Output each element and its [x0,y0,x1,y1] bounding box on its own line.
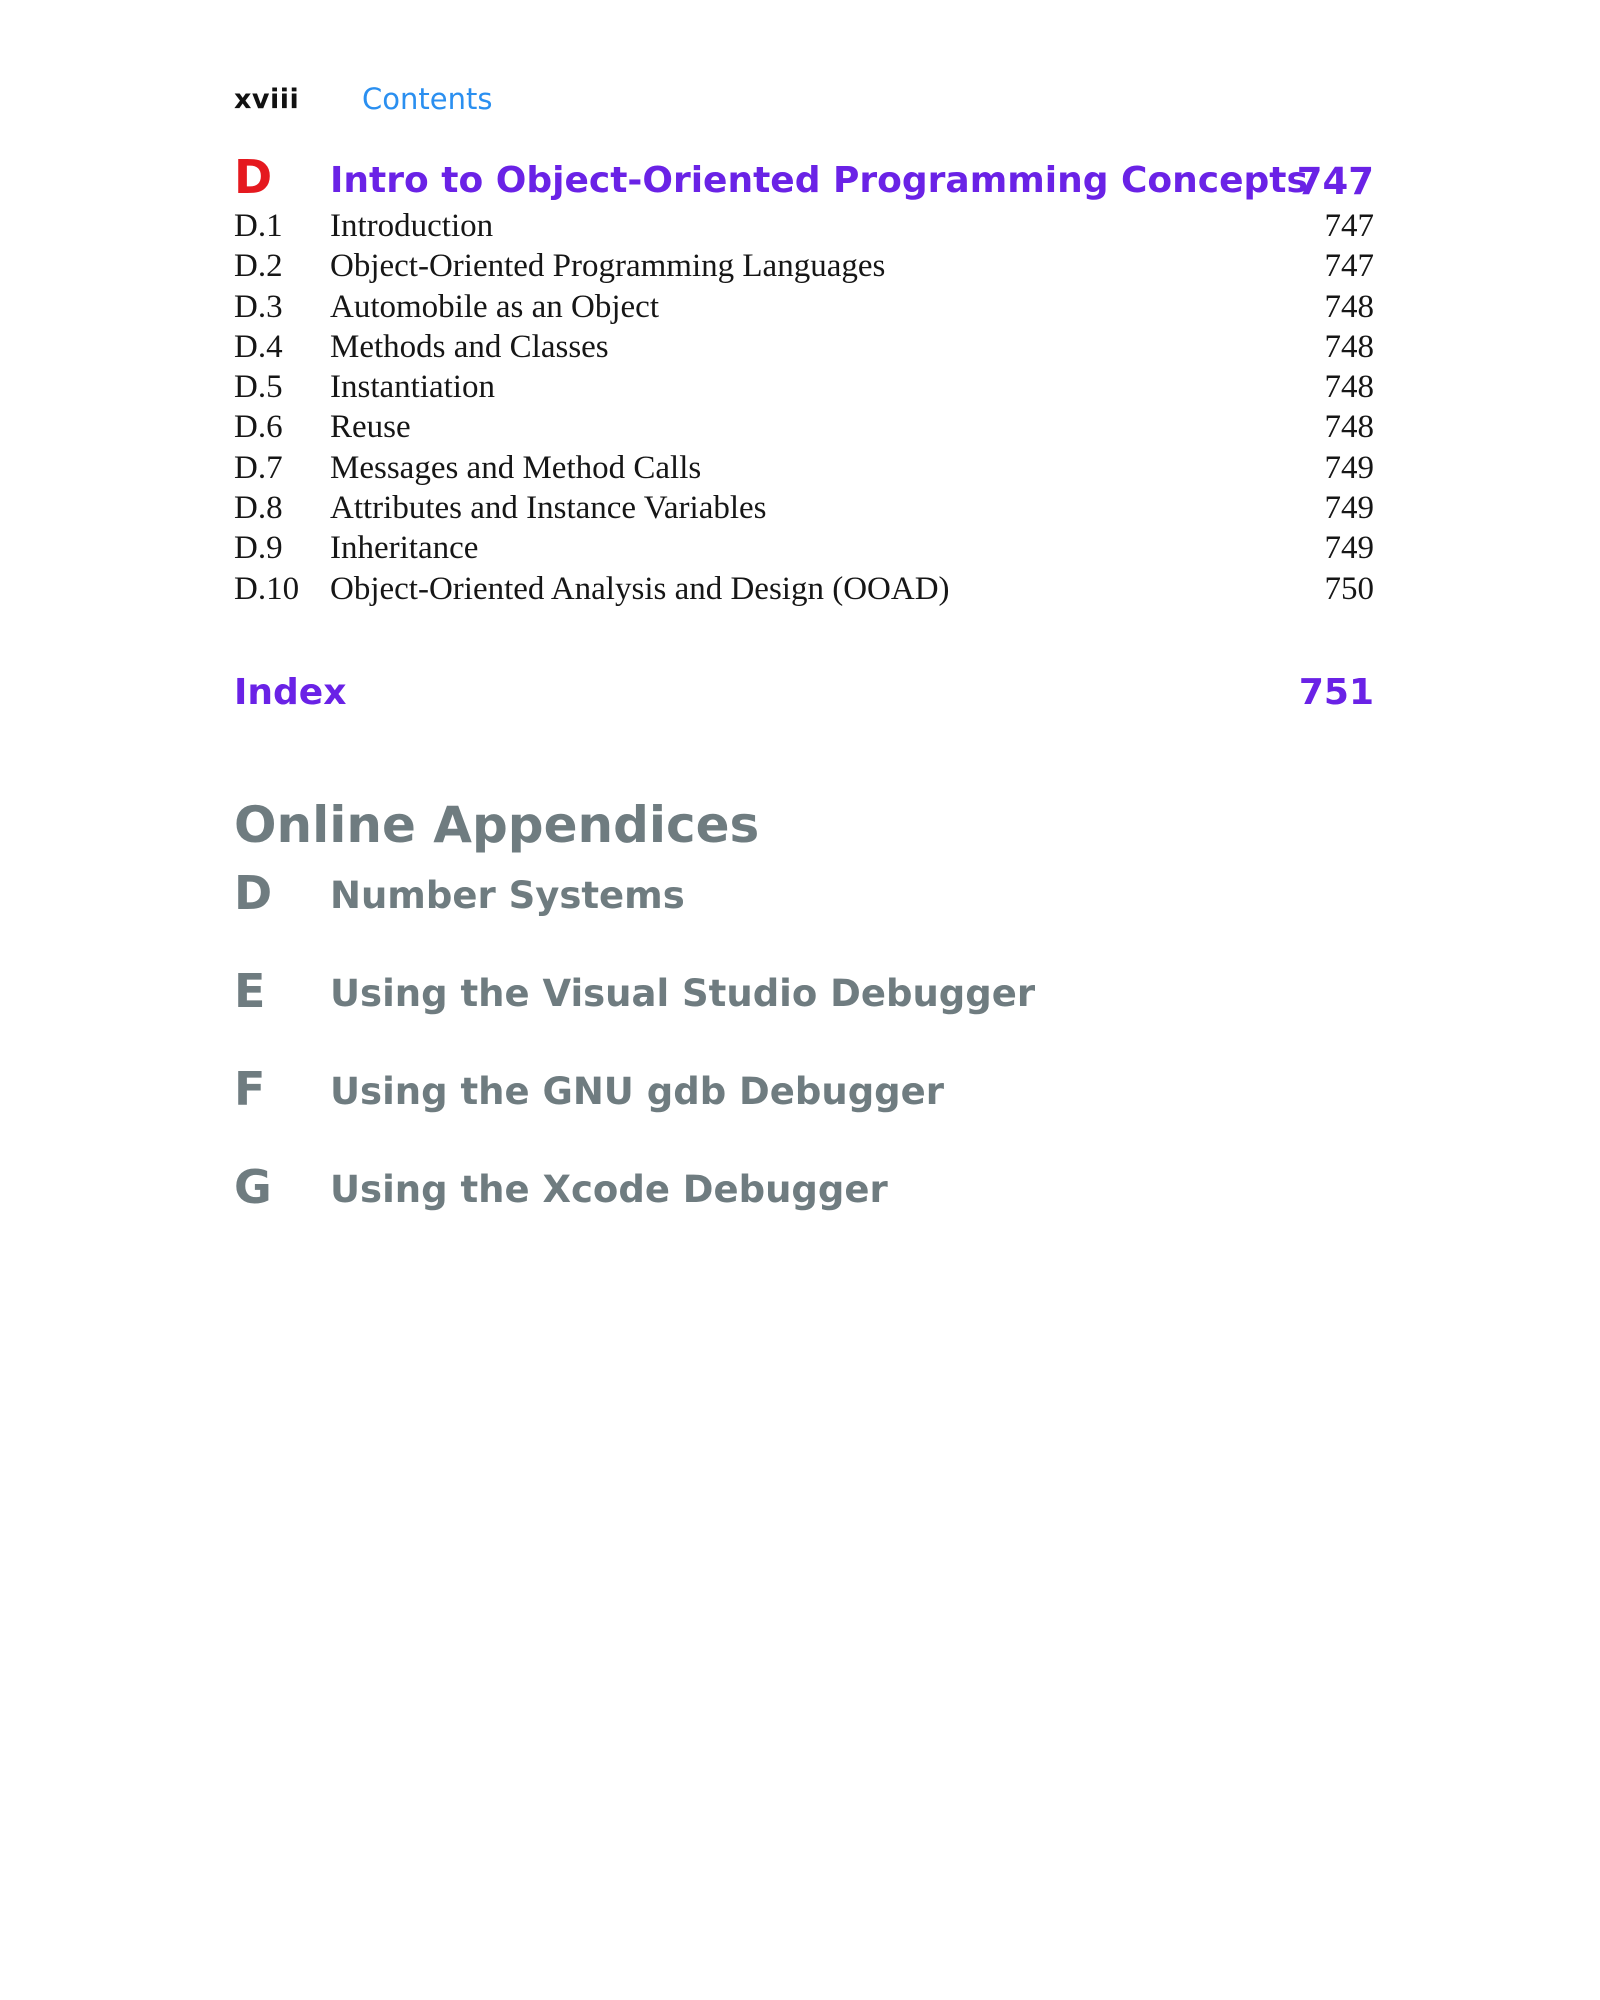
appendix-title: Using the Xcode Debugger [330,1168,888,1211]
section-title: Methods and Classes [330,328,609,365]
toc-entry[interactable] [234,329,1374,369]
appendix-entry[interactable] [234,964,1374,1062]
chapter-page-number: 747 [1296,160,1374,203]
section-page-number: 748 [1324,288,1374,325]
toc-entry[interactable] [234,369,1374,409]
section-title: Attributes and Instance Variables [330,490,767,527]
section-number: D.6 [234,409,283,446]
chapter-letter: D [234,150,273,204]
section-number: D.9 [234,530,283,567]
appendix-letter: F [234,1062,266,1116]
appendix-entry[interactable] [234,866,1374,964]
section-page-number: 749 [1324,530,1374,567]
section-title: Automobile as an Object [330,288,660,325]
section-list [234,208,1374,611]
index-page-number: 751 [1298,672,1374,713]
section-number: D.1 [234,208,283,244]
section-page-number: 747 [1324,248,1374,285]
toc-entry[interactable] [234,450,1374,490]
chapter-title: Intro to Object-Oriented Programming Concepts [330,160,1308,201]
section-page-number: 748 [1324,409,1374,446]
section-page-number: 747 [1324,208,1374,244]
section-number: D.4 [234,328,283,365]
section-number: D.7 [234,449,283,486]
section-page-number: 750 [1324,570,1374,607]
section-page-number: 749 [1324,449,1374,486]
online-appendix-list [234,866,1374,1258]
section-number: D.3 [234,288,283,325]
appendix-letter: G [234,1160,272,1214]
section-title: Reuse [330,409,411,446]
section-title: Introduction [330,208,494,244]
online-appendices-heading: Online Appendices [234,796,760,854]
toc-entry[interactable] [234,571,1374,611]
appendix-letter: E [234,964,266,1018]
index-title: Index [234,672,347,713]
section-number: D.5 [234,369,283,406]
section-title: Object-Oriented Programming Languages [330,248,886,285]
toc-entry[interactable] [234,490,1374,530]
chapter-heading[interactable] [234,150,1374,210]
page-folio: xviii [234,84,300,115]
index-entry[interactable] [234,672,1374,722]
appendix-entry[interactable] [234,1062,1374,1160]
appendix-title: Number Systems [330,874,685,917]
toc-entry[interactable] [234,208,1374,248]
appendix-title: Using the GNU gdb Debugger [330,1070,945,1113]
running-head-title: Contents [362,82,493,116]
section-page-number: 748 [1324,328,1374,365]
toc-entry[interactable] [234,530,1374,570]
appendix-letter: D [234,866,273,920]
section-title: Instantiation [330,369,495,406]
appendix-entry[interactable] [234,1160,1374,1258]
section-title: Inheritance [330,530,479,567]
toc-entry[interactable] [234,289,1374,329]
appendix-title: Using the Visual Studio Debugger [330,972,1036,1015]
section-title: Object-Oriented Analysis and Design (OOAD) [330,570,950,607]
toc-entry[interactable] [234,409,1374,449]
section-number: D.10 [234,570,300,607]
toc-entry[interactable] [234,248,1374,288]
section-page-number: 748 [1324,369,1374,406]
section-number: D.8 [234,490,283,527]
section-number: D.2 [234,248,283,285]
section-title: Messages and Method Calls [330,449,702,486]
section-page-number: 749 [1324,490,1374,527]
